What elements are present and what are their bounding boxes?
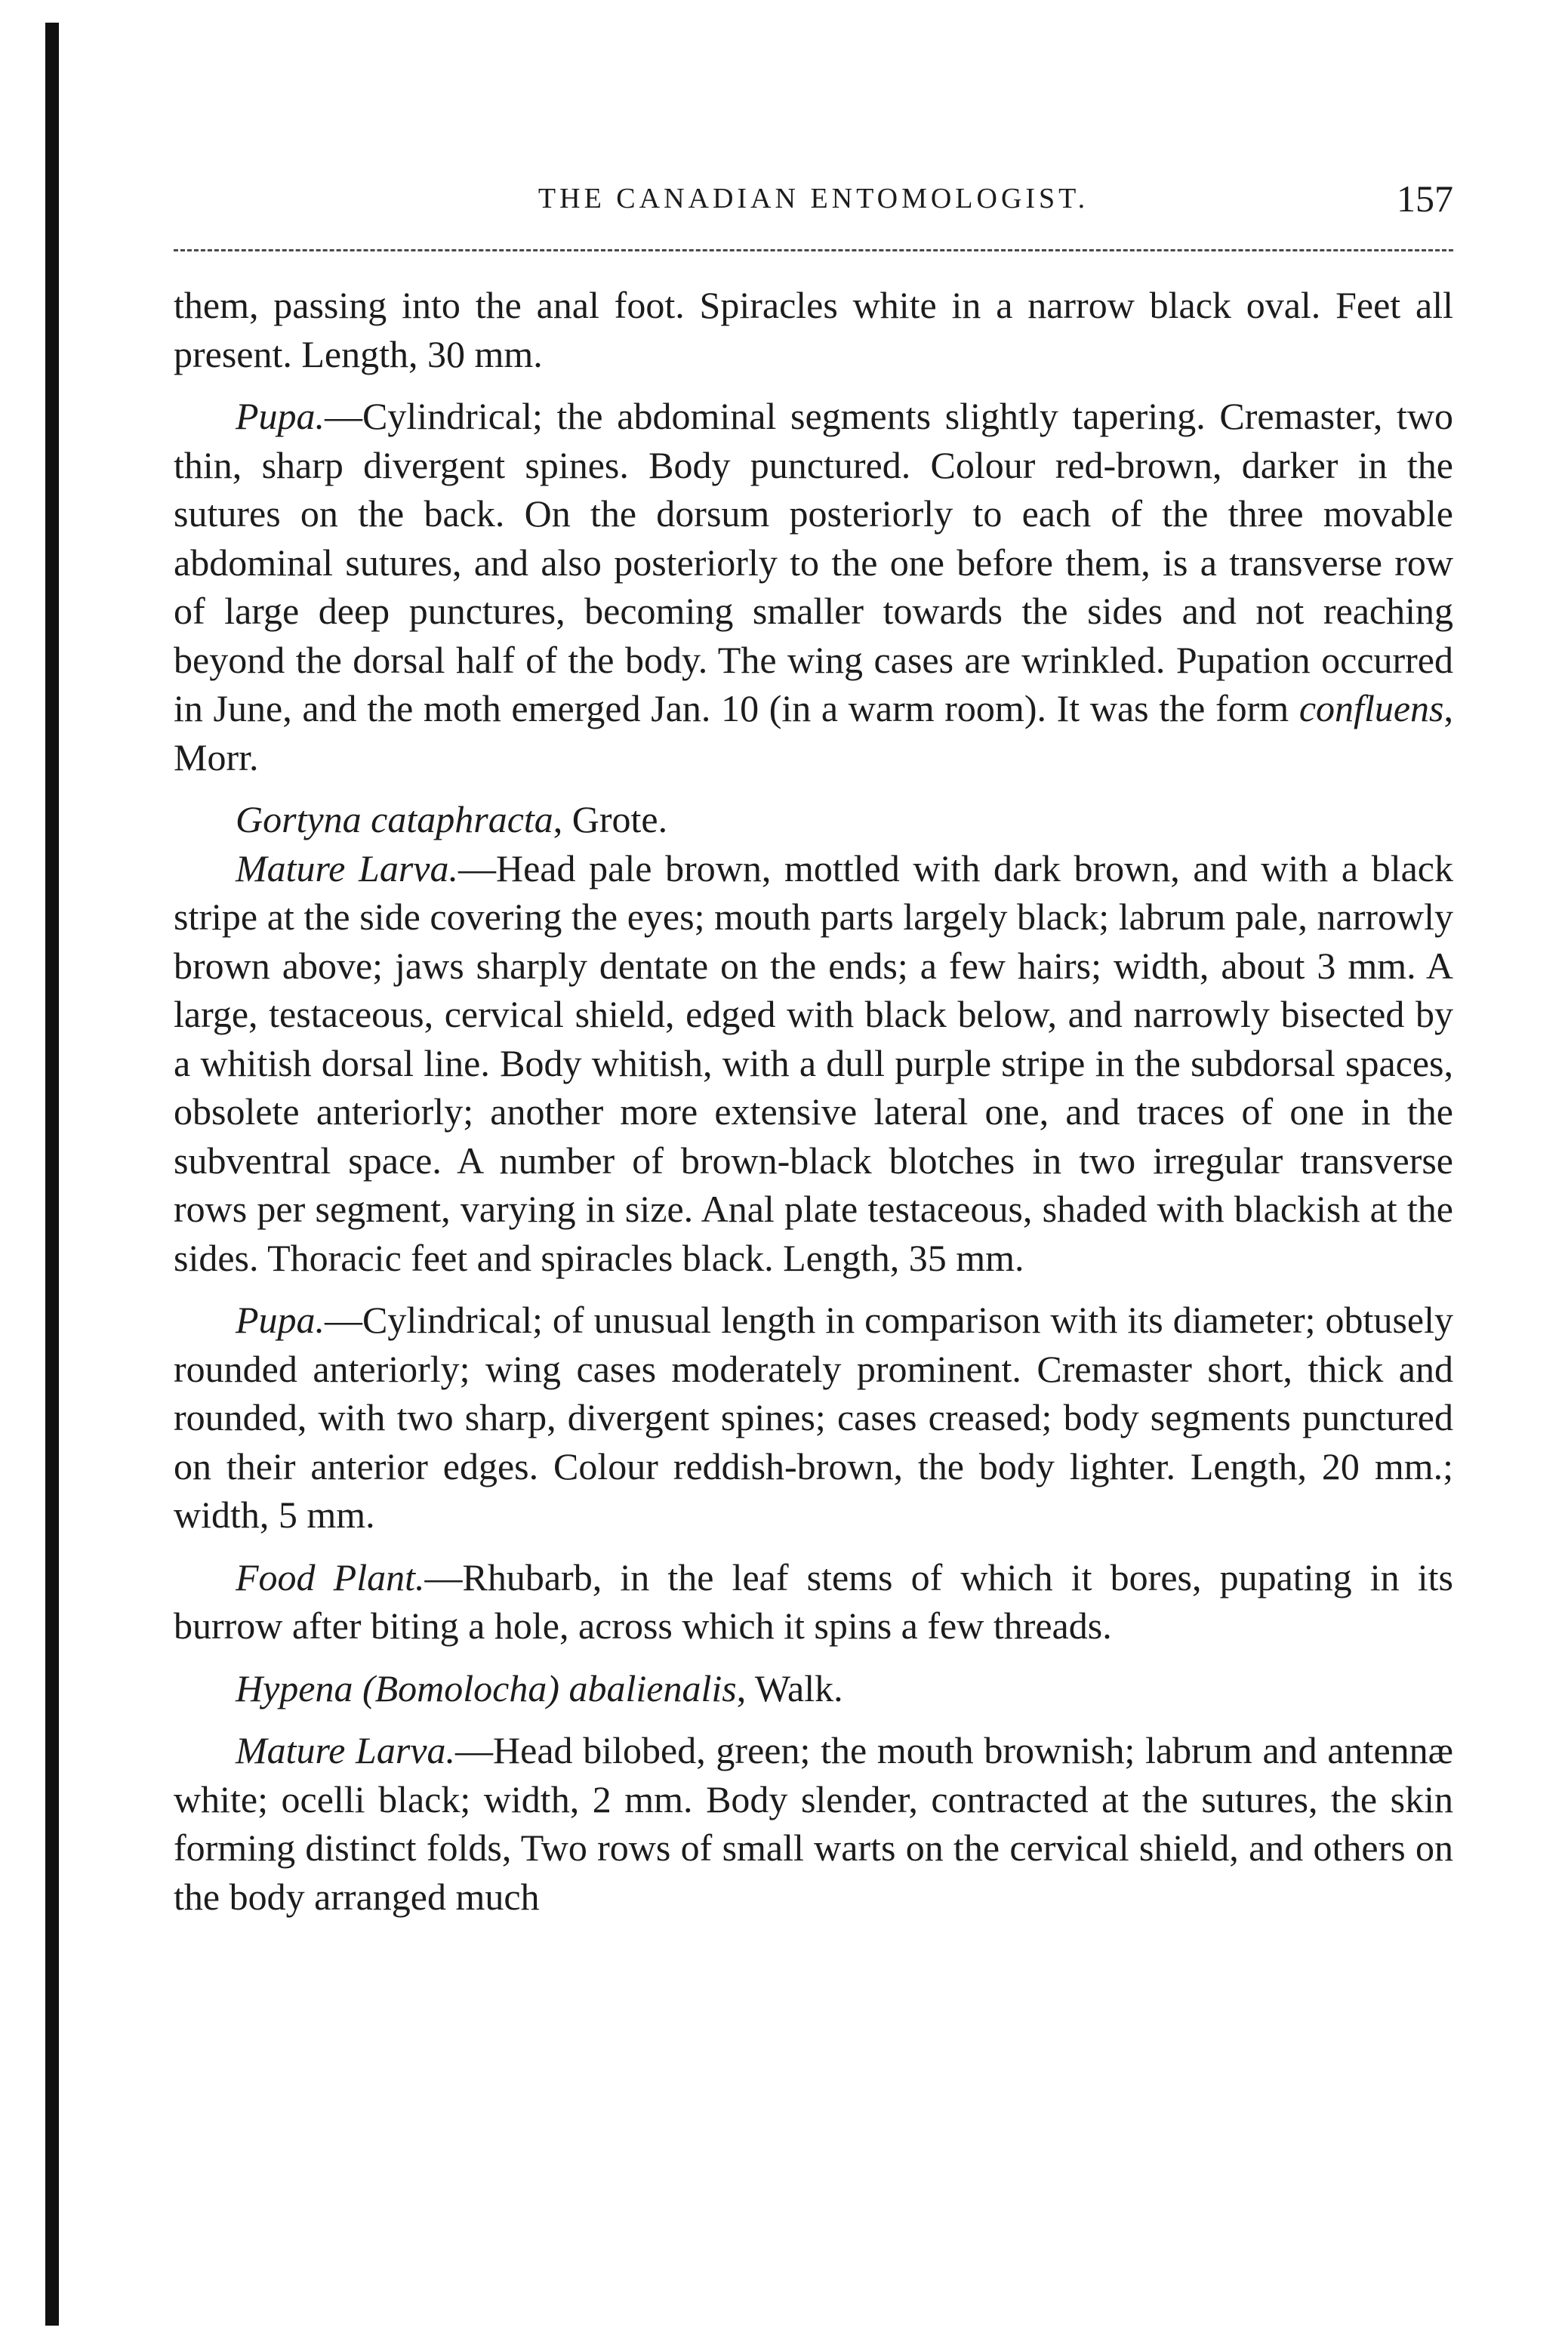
paragraph-text: —Cylindrical; the abdominal segments slightly tapering. Cremaster, two thin, sharp divergent spines. Body punctured. Colour red-brown, darker in the sutures on the back. On the dorsum posteriorly to each of the three movable abdominal sutures, and also posteriorly to the one before them, is a transverse row of large deep punctures, becoming smaller towards the sides and not reaching beyond the dorsal half of the body. The wing cases are wrinkled. Pupation occurred in June, and the moth emerged Jan. 10 (in a warm room). It was the form [174,395,1453,729]
header-rule [174,249,1453,251]
section-label: Mature Larva. [236,1729,456,1771]
species-heading-hypena [174,1664,1453,1713]
paragraph-mature-larva-hypena [174,1726,1453,1921]
running-title: THE CANADIAN ENTOMOLOGIST. [538,183,1089,214]
species-name: Hypena (Bomolocha) abalienalis [236,1666,737,1709]
species-author: , Grote. [553,798,668,840]
species-name: Gortyna cataphracta [236,798,553,840]
page-number: 157 [1397,177,1453,220]
paragraph-text: them, passing into the anal foot. Spiracles white in a narrow black oval. Feet all present. Length, 30 mm. [174,284,1453,375]
page-binding-edge [45,23,59,2326]
form-author: , Morr. [174,687,1453,778]
species-heading-gortyna [174,795,1453,844]
paragraph-food-plant [174,1553,1453,1651]
paragraph-larva-continued [174,281,1453,378]
page-header [174,172,1453,225]
form-name: confluens [1298,687,1444,729]
body-text [174,281,1453,1921]
species-author: , Walk. [736,1666,843,1709]
paragraph-text: —Cylindrical; of unusual length in comparison with its diameter; obtusely rounded anteriorly; wing cases moderately prominent. Cremaster short, thick and rounded, with two sharp, divergent spines; cases creased; body segments punctured on their anterior edges. Colour reddish-brown, the body lighter. Length, 20 mm.; width, 5 mm. [174,1299,1453,1536]
section-label: Pupa. [236,395,325,437]
paragraph-pupa-gortyna [174,1296,1453,1540]
section-label: Mature Larva. [236,846,458,889]
paragraph-pupa-first [174,392,1453,781]
section-label: Food Plant. [236,1555,425,1598]
paragraph-text: —Head bilobed, green; the mouth brownish; labrum and antennæ white; ocelli black; width, 2 mm. Body slender, contracted at the sutures, the skin forming distinct folds, Two rows of small warts on the cervical shield, and others on the body arranged much [174,1729,1453,1918]
section-label: Pupa. [236,1299,325,1341]
paragraph-mature-larva-gortyna [174,844,1453,1283]
paragraph-text: —Rhubarb, in the leaf stems of which it bores, pupating in its burrow after biting a hole, across which it spins a few threads. [174,1555,1453,1647]
paragraph-text: —Head pale brown, mottled with dark brown, and with a black stripe at the side covering the eyes; mouth parts largely black; labrum pale, narrowly brown above; jaws sharply dentate on the ends; a few hairs; width, about 3 mm. A large, testaceous, cervical shield, edged with black below, and narrowly bisected by a whitish dorsal line. Body whitish, with a dull purple stripe in the subdorsal spaces, obsolete anteriorly; another more extensive lateral one, and traces of one in the subventral space. A number of brown-black blotches in two irregular transverse rows per segment, varying in size. Anal plate testaceous, shaded with blackish at the sides. Thoracic feet and spiracles black. Length, 35 mm. [174,846,1453,1279]
